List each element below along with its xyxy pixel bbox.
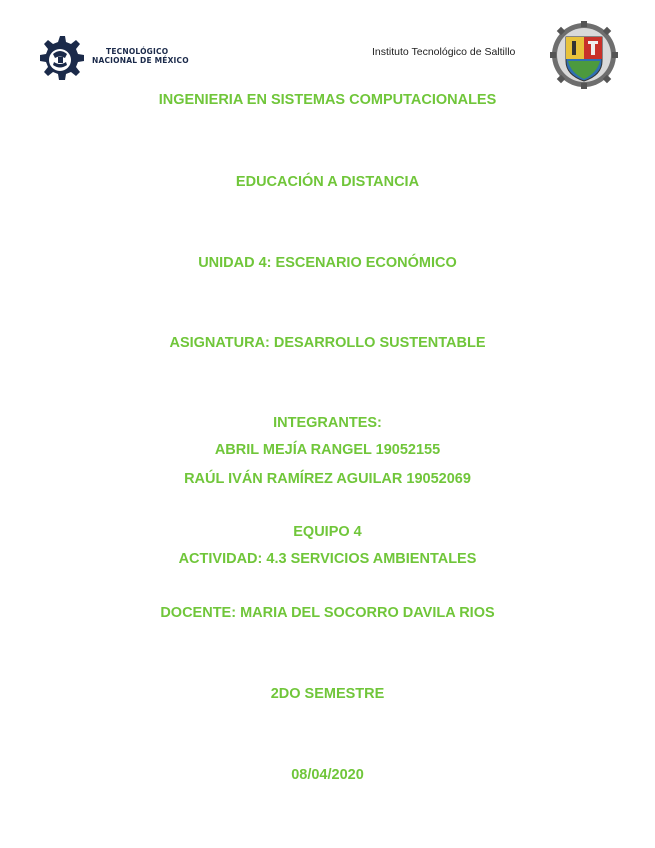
- career-title: INGENIERIA EN SISTEMAS COMPUTACIONALES: [158, 92, 497, 108]
- tecnm-line1: TECNOLÓGICO: [106, 47, 169, 56]
- subject-title: ASIGNATURA: DESARROLLO SUSTENTABLE: [169, 335, 486, 351]
- member-2: RAÚL IVÁN RAMÍREZ AGUILAR 19052069: [184, 471, 471, 487]
- team-label: EQUIPO 4: [293, 524, 362, 540]
- member-1: ABRIL MEJÍA RANGEL 19052155: [214, 442, 441, 458]
- tecnm-wordmark: [92, 47, 189, 65]
- members-heading: INTEGRANTES:: [273, 415, 382, 431]
- institute-name: Instituto Tecnológico de Saltillo: [372, 46, 516, 58]
- semester-label: 2DO SEMESTRE: [270, 686, 385, 702]
- activity-title: ACTIVIDAD: 4.3 SERVICIOS AMBIENTALES: [178, 551, 477, 567]
- date-label: 08/04/2020: [291, 767, 364, 783]
- tecnm-line2: NACIONAL DE MÉXICO: [92, 56, 189, 65]
- teacher-name: DOCENTE: MARIA DEL SOCORRO DAVILA RIOS: [160, 605, 495, 621]
- its-seal-logo: [550, 19, 618, 91]
- modality-title: EDUCACIÓN A DISTANCIA: [235, 174, 420, 190]
- unit-title: UNIDAD 4: ESCENARIO ECONÓMICO: [198, 255, 457, 271]
- its-seal-icon: [550, 19, 618, 91]
- tecnm-gear-icon: [36, 22, 88, 92]
- tecnm-logo: [36, 22, 189, 92]
